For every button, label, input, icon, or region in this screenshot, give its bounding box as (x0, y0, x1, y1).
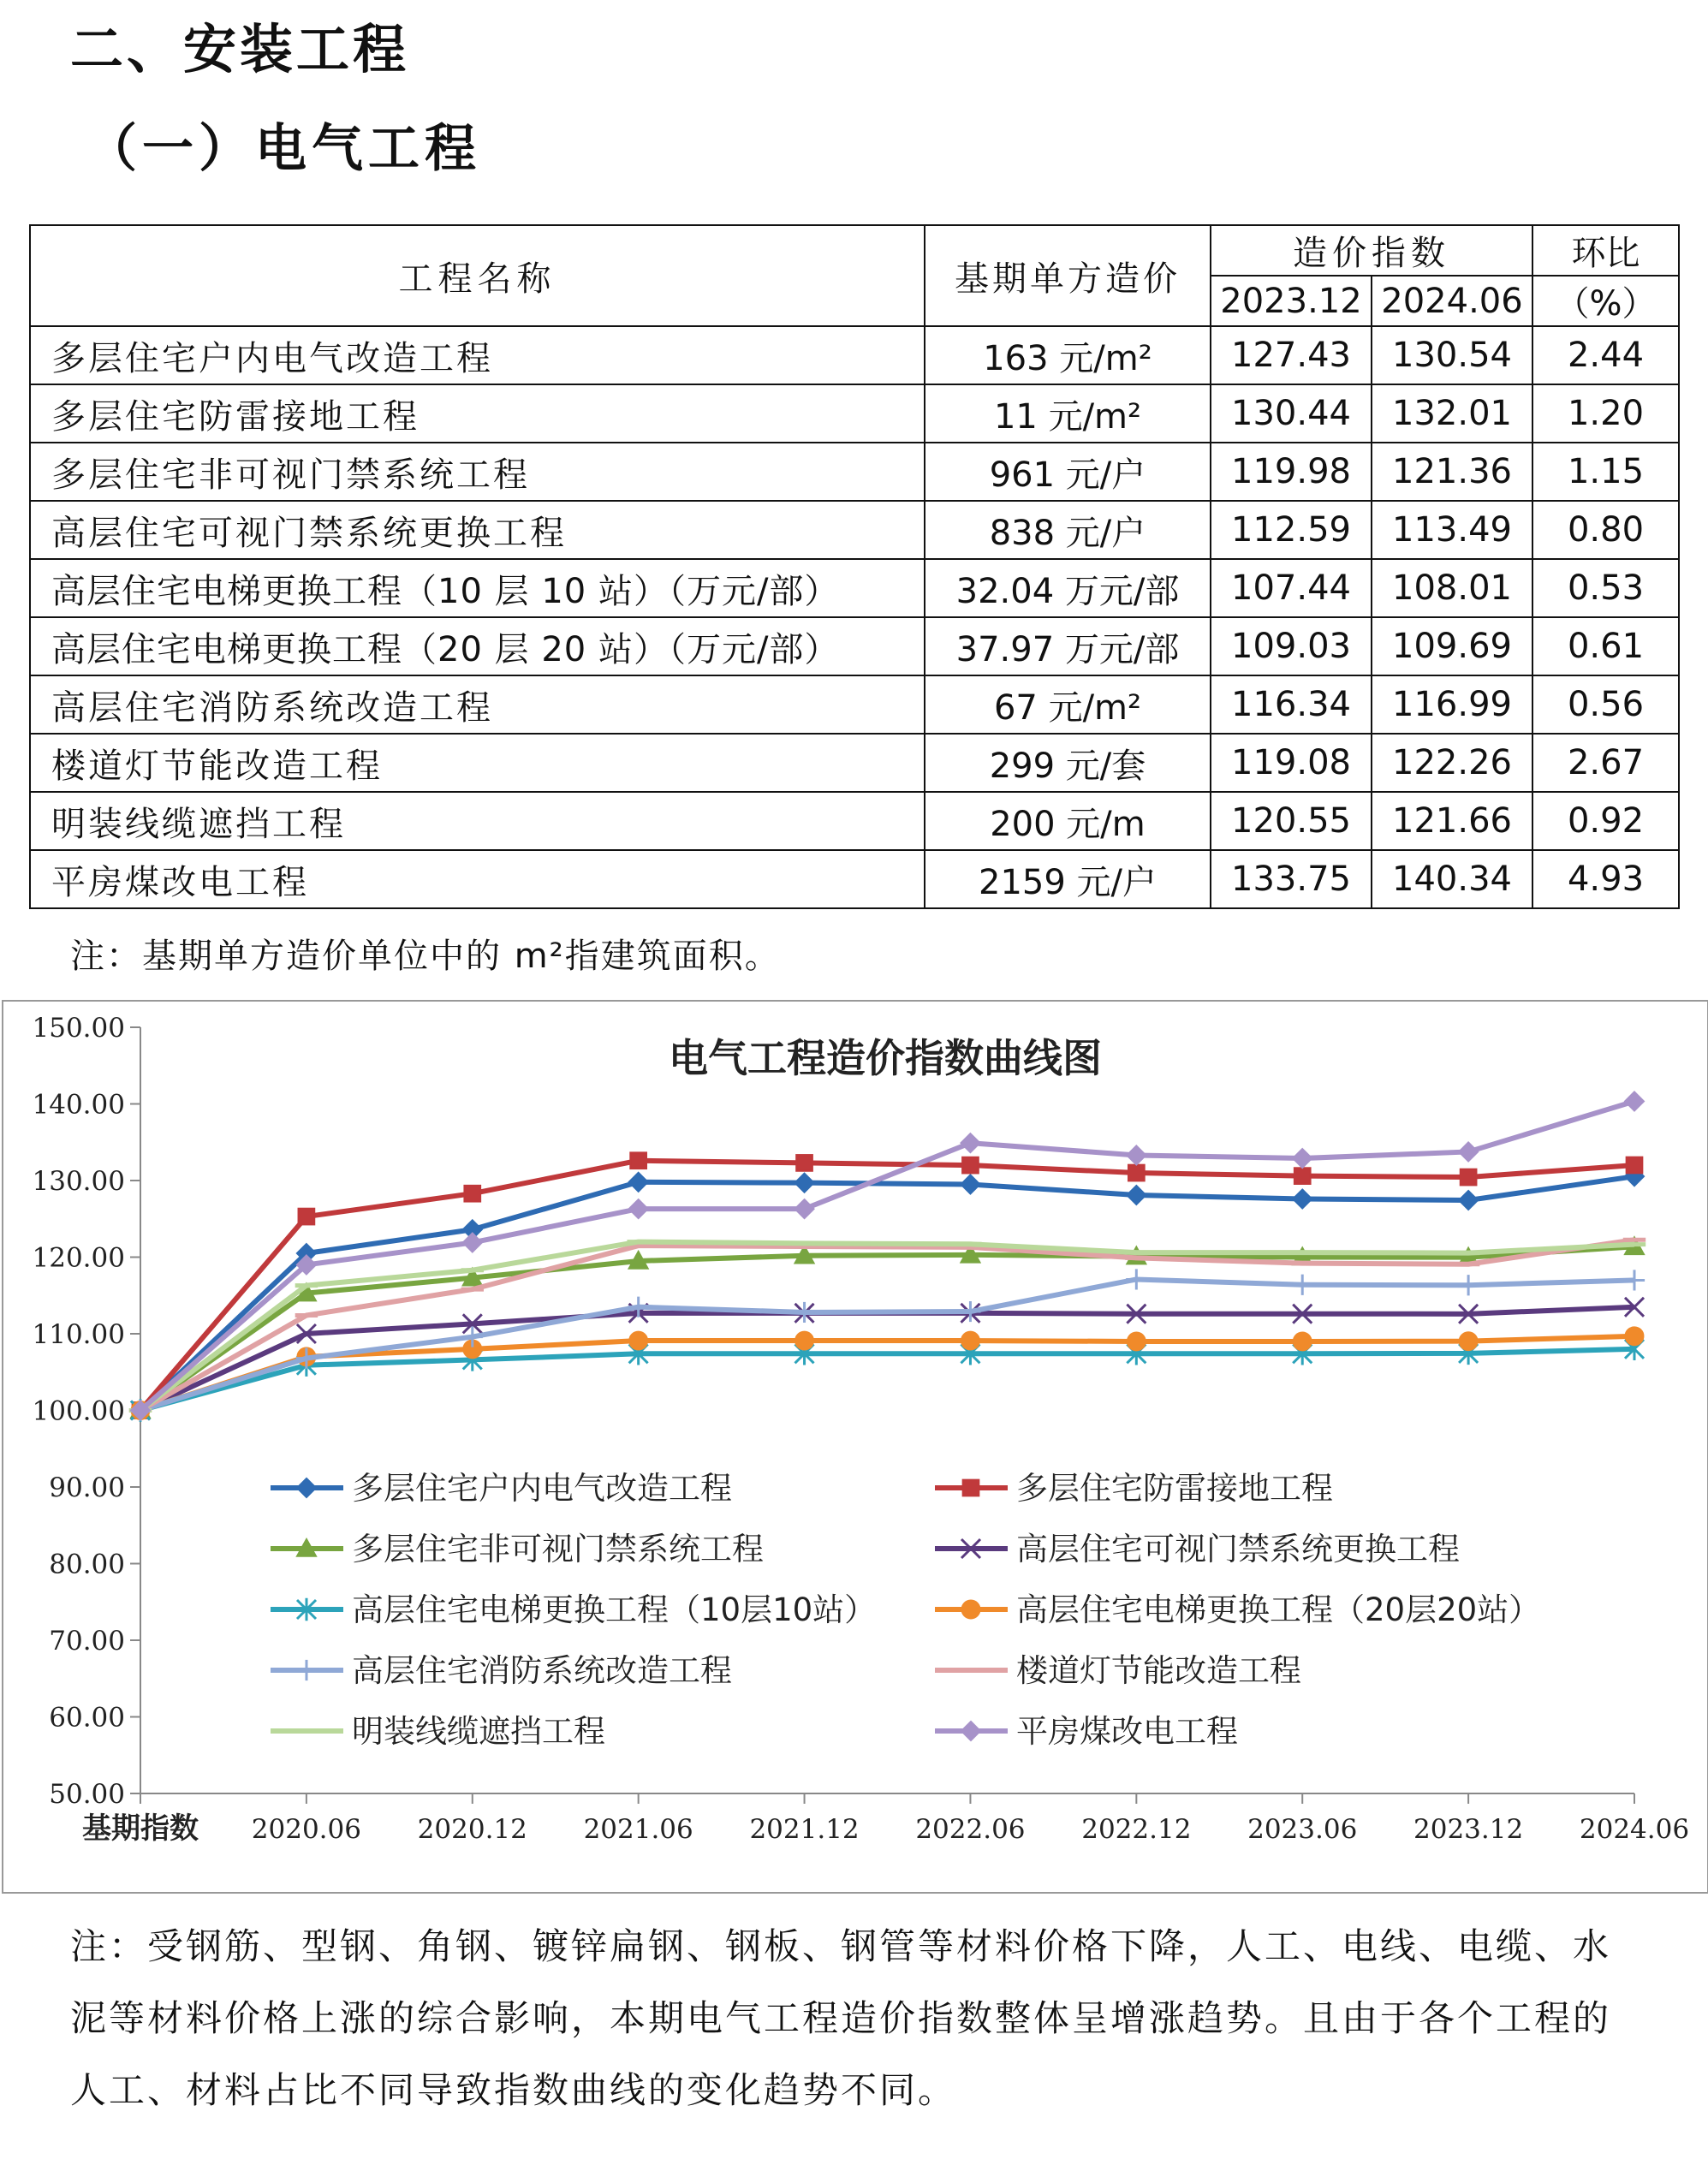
series-line-1 (140, 1176, 1634, 1410)
table-row (30, 326, 1679, 384)
row-base: 200 元/m (925, 792, 1211, 850)
row-2023-12: 119.98 (1211, 443, 1372, 501)
table-row (30, 675, 1679, 734)
row-2024-06: 132.01 (1372, 384, 1532, 443)
data-point-s10 (463, 1233, 482, 1252)
table-row (30, 501, 1679, 559)
header-period-2023-12: 2023.12 (1211, 276, 1372, 326)
row-2023-12: 107.44 (1211, 559, 1372, 617)
x-tick-label: 2024.06 (1579, 1814, 1690, 1845)
x-tick-label: 2022.12 (1081, 1814, 1192, 1845)
row-2024-06: 116.99 (1372, 675, 1532, 734)
data-point-s1 (961, 1175, 979, 1193)
row-ratio: 1.20 (1532, 384, 1679, 443)
row-2024-06: 122.26 (1372, 734, 1532, 792)
legend-label: 多层住宅防雷接地工程 (1016, 1470, 1333, 1507)
data-point-s10 (629, 1199, 648, 1218)
legend-label: 明装线缆遮挡工程 (352, 1713, 605, 1750)
y-tick-label: 130.00 (32, 1166, 125, 1197)
row-name: 多层住宅防雷接地工程 (30, 384, 925, 443)
row-name: 明装线缆遮挡工程 (30, 792, 925, 850)
data-point-s7 (1458, 1275, 1479, 1295)
header-period-2024-06: 2024.06 (1372, 276, 1532, 326)
row-ratio: 0.56 (1532, 675, 1679, 734)
data-point-s2 (1461, 1169, 1477, 1186)
row-ratio: 2.44 (1532, 326, 1679, 384)
row-2023-12: 127.43 (1211, 326, 1372, 384)
data-point-s6 (961, 1332, 979, 1350)
header-ratio-unit: （%） (1532, 276, 1679, 326)
legend-marker (963, 1480, 979, 1496)
chart-title: 电气工程造价指数曲线图 (669, 1035, 1102, 1081)
row-2024-06: 109.69 (1372, 617, 1532, 675)
x-tick-label: 基期指数 (82, 1811, 199, 1846)
data-point-s10 (795, 1199, 814, 1218)
legend-marker (296, 1660, 317, 1680)
header-name: 工程名称 (30, 225, 925, 326)
data-point-s6 (1128, 1333, 1146, 1351)
y-tick-label: 50.00 (49, 1779, 125, 1810)
row-base: 961 元/户 (925, 443, 1211, 501)
row-base: 11 元/m² (925, 384, 1211, 443)
legend-label: 楼道灯节能改造工程 (1016, 1652, 1301, 1689)
row-base: 67 元/m² (925, 675, 1211, 734)
row-ratio: 2.67 (1532, 734, 1679, 792)
data-point-s6 (1626, 1327, 1644, 1345)
data-point-s2 (1294, 1168, 1311, 1184)
data-point-s1 (1459, 1191, 1478, 1210)
series-line-9 (140, 1242, 1634, 1411)
row-base: 838 元/户 (925, 501, 1211, 559)
section-title: 二、安装工程 (70, 18, 410, 80)
row-name: 多层住宅户内电气改造工程 (30, 326, 925, 384)
data-point-s1 (629, 1173, 648, 1192)
row-2024-06: 121.36 (1372, 443, 1532, 501)
row-ratio: 0.80 (1532, 501, 1679, 559)
table-row (30, 792, 1679, 850)
row-name: 楼道灯节能改造工程 (30, 734, 925, 792)
data-point-s6 (795, 1332, 813, 1350)
legend-label: 高层住宅电梯更换工程（20层20站） (1016, 1591, 1541, 1628)
row-name: 高层住宅消防系统改造工程 (30, 675, 925, 734)
row-ratio: 4.93 (1532, 850, 1679, 908)
data-point-s6 (1294, 1333, 1312, 1351)
x-tick-label: 2020.06 (251, 1814, 361, 1845)
data-point-s10 (961, 1133, 979, 1152)
table-row (30, 850, 1679, 908)
chart-svg (3, 1002, 1707, 1892)
price-index-table (29, 224, 1680, 909)
data-point-s1 (1293, 1189, 1312, 1208)
x-tick-label: 2021.12 (749, 1814, 860, 1845)
row-2024-06: 130.54 (1372, 326, 1532, 384)
data-point-s2 (962, 1157, 979, 1174)
x-tick-label: 2022.06 (915, 1814, 1026, 1845)
header-base: 基期单方造价 (925, 225, 1211, 326)
row-ratio: 1.15 (1532, 443, 1679, 501)
legend-label: 高层住宅电梯更换工程（10层10站） (352, 1591, 877, 1628)
data-point-s1 (1127, 1186, 1146, 1204)
table-row (30, 734, 1679, 792)
row-base: 2159 元/户 (925, 850, 1211, 908)
table-row (30, 559, 1679, 617)
row-base: 299 元/套 (925, 734, 1211, 792)
table-row (30, 443, 1679, 501)
y-tick-label: 140.00 (32, 1089, 125, 1121)
legend-marker (962, 1601, 980, 1619)
note-line: 注：受钢筋、型钢、角钢、镀锌扁钢、钢板、钢管等材料价格下降，人工、电线、电缆、水 (70, 1925, 1612, 1967)
row-2024-06: 113.49 (1372, 501, 1532, 559)
legend-label: 多层住宅户内电气改造工程 (352, 1470, 732, 1507)
data-point-s10 (1459, 1142, 1478, 1161)
series-line-5 (140, 1349, 1634, 1411)
data-point-s2 (1128, 1165, 1145, 1181)
row-name: 平房煤改电工程 (30, 850, 925, 908)
data-point-s6 (629, 1332, 647, 1350)
data-point-s10 (1127, 1145, 1146, 1164)
row-base: 163 元/m² (925, 326, 1211, 384)
row-2023-12: 109.03 (1211, 617, 1372, 675)
series-line-7 (140, 1279, 1634, 1410)
data-point-s2 (1627, 1157, 1643, 1174)
table-note: 注：基期单方造价单位中的 m²指建筑面积。 (70, 937, 781, 976)
row-2023-12: 133.75 (1211, 850, 1372, 908)
data-point-s10 (1625, 1091, 1644, 1110)
row-ratio: 0.61 (1532, 617, 1679, 675)
row-ratio: 0.53 (1532, 559, 1679, 617)
y-tick-label: 60.00 (49, 1702, 125, 1734)
y-tick-label: 150.00 (32, 1013, 125, 1044)
data-point-s7 (1126, 1269, 1146, 1289)
legend-label: 高层住宅可视门禁系统更换工程 (1016, 1531, 1460, 1567)
row-2023-12: 130.44 (1211, 384, 1372, 443)
row-base: 32.04 万元/部 (925, 559, 1211, 617)
row-2023-12: 119.08 (1211, 734, 1372, 792)
y-tick-label: 110.00 (32, 1319, 125, 1350)
table-row (30, 617, 1679, 675)
data-point-s2 (630, 1152, 646, 1169)
data-point-s1 (795, 1174, 814, 1193)
data-point-s2 (796, 1155, 812, 1171)
data-point-s7 (1624, 1270, 1645, 1290)
x-tick-label: 2020.12 (417, 1814, 527, 1845)
legend-label: 高层住宅消防系统改造工程 (352, 1652, 732, 1689)
row-name: 高层住宅电梯更换工程（10 层 10 站）（万元/部） (30, 559, 925, 617)
row-2023-12: 120.55 (1211, 792, 1372, 850)
row-2023-12: 112.59 (1211, 501, 1372, 559)
series-line-4 (140, 1307, 1634, 1411)
y-tick-label: 100.00 (32, 1395, 125, 1427)
data-point-s7 (1292, 1275, 1312, 1295)
row-name: 高层住宅电梯更换工程（20 层 20 站）（万元/部） (30, 617, 925, 675)
price-index-chart (2, 1000, 1708, 1894)
row-2024-06: 121.66 (1372, 792, 1532, 850)
legend-label: 平房煤改电工程 (1016, 1713, 1238, 1750)
legend-label: 多层住宅非可视门禁系统工程 (352, 1531, 764, 1567)
bottom-note (70, 1911, 1646, 2126)
subsection-title: （一）电气工程 (86, 119, 481, 179)
header-ratio: 环比 (1532, 225, 1679, 276)
legend-marker (961, 1722, 980, 1740)
row-base: 37.97 万元/部 (925, 617, 1211, 675)
row-2024-06: 108.01 (1372, 559, 1532, 617)
y-tick-label: 80.00 (49, 1549, 125, 1580)
x-tick-label: 2023.06 (1247, 1814, 1358, 1845)
row-2024-06: 140.34 (1372, 850, 1532, 908)
legend-marker (297, 1478, 316, 1497)
note-line: 人工、材料占比不同导致指数曲线的变化趋势不同。 (70, 2069, 957, 2111)
data-point-s6 (1460, 1332, 1478, 1350)
series-line-6 (140, 1336, 1634, 1411)
data-point-s10 (1293, 1149, 1312, 1168)
table-row (30, 384, 1679, 443)
header-index: 造价指数 (1211, 225, 1532, 276)
row-ratio: 0.92 (1532, 792, 1679, 850)
y-tick-label: 70.00 (49, 1626, 125, 1657)
y-tick-label: 120.00 (32, 1242, 125, 1274)
note-line: 泥等材料价格上涨的综合影响，本期电气工程造价指数整体呈增涨趋势。且由于各个工程的 (70, 1997, 1612, 2039)
data-point-s2 (464, 1186, 480, 1202)
row-2023-12: 116.34 (1211, 675, 1372, 734)
x-tick-label: 2021.06 (583, 1814, 693, 1845)
data-point-s2 (299, 1209, 315, 1225)
row-name: 多层住宅非可视门禁系统工程 (30, 443, 925, 501)
x-tick-label: 2023.12 (1413, 1814, 1524, 1845)
series-line-8 (140, 1240, 1634, 1410)
row-name: 高层住宅可视门禁系统更换工程 (30, 501, 925, 559)
y-tick-label: 90.00 (49, 1472, 125, 1503)
